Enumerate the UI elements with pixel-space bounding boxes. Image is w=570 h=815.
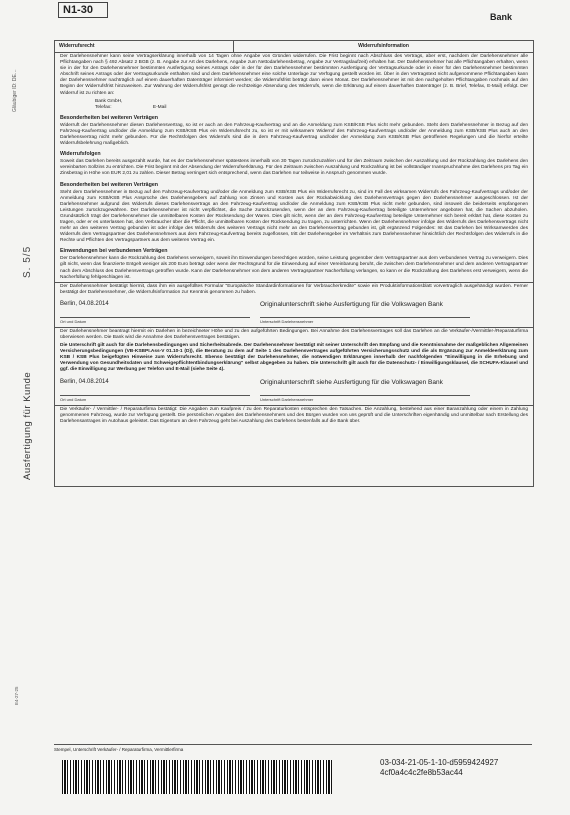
- confirmation-block-1: [55, 282, 533, 324]
- intro-text: Der Darlehensnehmer kann seine Vertragserklärung innerhalb von 14 Tagen ohne Angabe von Gründen widerrufen. Die Frist beginnt nach Abschluss des Vertrags, aber erst, nachdem der Darlehensnehmer alle Pflichtangaben nach § 492 Absatz 2 BGB (z. B. Angabe zur Art des Darlehens, Angabe zum Nettodarlehensbetrag, Angabe zur Vertragslaufzeit) erhalten hat. Der Darlehensnehmer hat alle Pflichtangaben erhalten, wenn sie in der für den Darlehensnehmer bestimmten Ausfertigung seines Antrags oder in der für den Darlehensnehmer bestimmten Ausfertigung der Vertragsurkunde oder in einer für den Darlehensnehmer bestimmten Abschrift seines Antrags oder der Vertragsurkunde enthalten sind und dem Darlehensnehmer eine solche Unterlage zur Verfügung gestellt worden ist. Über in den Vertragstext nicht aufgenommene Pflichtangaben kann der Darlehensnehmer nachträglich auf einem dauerhaften Datenträger informiert werden; die Widerrufsfrist beträgt dann einen Monat. Der Darlehensnehmer ist mit den nachgeholten Pflichtangaben nochmals auf den Beginn der Widerrufsfrist hinzuweisen. Zur Wahrung der Widerrufsfrist genügt die rechtzeitige Absendung des Widerrufs, wenn die Erklärung auf einem dauerhaften Datenträger (z. B. Brief, Telefax, E-Mail) erfolgt. Der Widerruf ist zu richten an:: [60, 54, 528, 96]
- barcode-text: [380, 758, 498, 778]
- dealer-confirmation-block: [55, 405, 533, 486]
- signature-row: [55, 375, 533, 395]
- left-header: Widerrufsrecht: [55, 41, 234, 52]
- section-title: Besonderheiten bei weiteren Verträgen: [60, 181, 159, 188]
- dealer-confirmation-text: Die Verkäufer- / Vermittler- / Reparaturfirma bestätigt: Die Angaben zum Kaufpreis / zu den Reparaturkosten entsprechen den Tatsachen. Die Anzahlung, bestehend aus einer Baranzahlung oder einem in Zahlung genommenen Fahrzeug, wurde zur Verfügung gestellt. Die persönlichen Angaben des Darlehensnehmers und des Bürgen wurden von uns geprüft und die Unterschriften eigenhändig und unmittelbar nach Erstellung des Darlehensantrages im Autohaus geleistet. Das Eigentum an dem Fahrzeug geht bei Auszahlung des Darlehens bestenfalls auf die Bank über.: [60, 406, 528, 424]
- signature-label: Unterschrift Darlehensnehmer: [260, 395, 470, 402]
- barcode-line-2: 4cf0a4c4c2fe8b53ac44: [380, 768, 463, 777]
- page-number: S. 5/5: [22, 245, 33, 278]
- form-code: N1-30: [58, 2, 108, 18]
- section-text: Steht dem Darlehensnehmer in Bezug auf den Fahrzeug-Kaufvertrag und/oder die Anmeldung zum KSB/KSB Plus ein Widerrufsrecht zu, sind im Fall des wirksamen Widerrufs des Fahrzeug-Kaufvertrags und/oder der Anmeldung zum KSB/KSB Plus Ansprüche des Darlehensgebers auf Zahlung von Zinsen und Kosten aus der Rückabwicklung des Darlehensvertrags gegen den Darlehensnehmer ausgeschlossen. Ist der Darlehensnehmer aufgrund des Widerrufs dieses Darlehensvertrags an den Fahrzeug-Kaufvertrag und/oder die Anmeldung zum KSB/KSB Plus nicht mehr gebunden, sind insoweit die beiderseits empfangenen Leistungen zurückzugewähren. Der Darlehensnehmer ist nicht verpflichtet, die Sache zurückzusenden, wenn der an dem Fahrzeug-Kaufvertrag beteiligte Unternehmer angeboten hat, die Sachen abzuholen. Grundsätzlich trägt der Darlehensnehmer die unmittelbaren Kosten der Rücksendung der Waren. Dies gilt nicht, wenn der an dem Fahrzeug-Kaufvertrag beteiligte Unternehmer sich bereit erklärt hat, diese Kosten zu tragen, oder er es unterlassen hat, den Verbraucher über die Pflicht, die unmittelbaren Kosten der Rücksendung zu tragen, zu unterrichten. Wenn der Darlehensnehmer infolge des Widerrufs des Darlehensvertrags nicht mehr an den weiteren Vertrag gebunden ist oder infolge des Widerrufs des weiteren Vertrags nicht mehr an den Darlehensvertrag gebunden ist, gilt ergänzend Folgendes: Ist das Darlehen bei Wirksamwerden des Widerrufs dem Vertragspartner des Darlehensnehmers aus dem Fahrzeug-Kaufvertrag bereits zugeflossen, tritt der Darlehensgeber im Verhältnis zum Darlehensnehmer hinsichtlich der Rechtsfolgen des Widerrufs in die Rechte und Pflichten des Vertragspartners aus dem weiteren Vertrag ein.: [60, 189, 528, 244]
- signature-labels: [60, 395, 528, 402]
- side-bottom-code: E4-27-25: [14, 686, 19, 705]
- form-header-row: [55, 41, 533, 53]
- stamp-label: Stempel, Unterschrift Verkäufer- / Reparaturfirma, Vermittlerfirma: [54, 744, 532, 752]
- place-date-label: Ort und Datum: [60, 395, 250, 402]
- section-text: Der Darlehensnehmer kann die Rückzahlung des Darlehens verweigern, soweit ihn Einwendungen berechtigen würden, seine Leistung gegenüber dem Vertragspartner aus dem verbundenen Vertrag zu verweigern. Dies gilt nicht, wenn das finanzierte Entgelt weniger als 200 Euro beträgt oder wenn der Rechtsgrund für die Einwendung auf einer Vereinbarung beruht, die zwischen dem Darlehensnehmer und dem anderen Vertragspartner nach dem Abschluss des Darlehensvertrags getroffen wurde. Kann der Darlehensnehmer von dem anderen Vertragspartner Nacherfüllung verlangen, so kann er die Rückzahlung des Darlehens erst verweigern, wenn die Nacherfüllung fehlgeschlagen ist.: [60, 256, 528, 280]
- place-date-label: Ort und Datum: [60, 317, 250, 324]
- confirmation-text: Der Darlehensnehmer bestätigt hiermit, dass ihm ein ausgefülltes Formular "Europäische Standardinformationen für Verbraucherkredite" sowie ein Produktinformationsblatt vorvertraglich ausgehändigt wurden. Ferner bestätigt der Darlehensnehmer, die Widerrufsinformation zur Kenntnis genommen zu haben.: [60, 283, 528, 295]
- signature-note: Originalunterschrift siehe Ausfertigung für die Volkswagen Bank: [260, 378, 443, 386]
- place-date: Berlin, 04.08.2014: [60, 300, 109, 307]
- section-text: Widerruft der Darlehensnehmer diesen Darlehensvertrag, so ist er auch an den Fahrzeug-Kaufvertrag und an die Anmeldung zum KSB/KSB Plus nicht mehr gebunden. Steht dem Darlehensnehmer in Bezug auf den Fahrzeug-Kaufvertrag und/oder die Anmeldung zum KSB/KSB Plus ein Widerrufsrecht zu, so ist er mit wirksamem Widerruf des Fahrzeug-Kaufvertrags und/oder der Anmeldung zum KSB/KSB Plus auch an den Darlehensvertrag nicht mehr gebunden. Für die Rechtsfolgen des Widerrufs sind die in dem Fahrzeug-Kaufvertrag und/oder der Anmeldung zum KSB/KSB Plus getroffenen Regelungen und die hierfür erteilte Widerrufsbelehrung maßgeblich.: [60, 122, 528, 147]
- bank-name: Bank: [489, 12, 512, 22]
- address-block: [55, 98, 533, 112]
- signature-row: [55, 297, 533, 317]
- address-fax: Telefax:: [95, 104, 112, 110]
- section-text: Soweit das Darlehen bereits ausgezahlt wurde, hat es der Darlehensnehmer spätestens innerhalb von 30 Tagen zurückzuzahlen und für den Zeitraum zwischen der Auszahlung und der Rückzahlung des Darlehens den vereinbarten Sollzins zu entrichten. Die Frist beginnt mit der Absendung der Widerrufserklärung. Für den Zeitraum zwischen Auszahlung und Rückzahlung ist bei vollständiger Inanspruchnahme des Darlehens pro Tag ein Zinsbetrag in Höhe von EUR 2,01 zu zahlen. Dieser Betrag verringert sich entsprechend, wenn das Darlehen nur teilweise in Anspruch genommen wurde.: [60, 159, 528, 177]
- section-title: Besonderheiten bei weiteren Verträgen: [60, 114, 159, 121]
- signature-labels: [60, 317, 528, 324]
- confirmation-text: Der Darlehensnehmer beantragt hiermit ein Darlehen in bezeichneter Höhe und zu den aufgeführten Bedingungen. Bei Annahme des Darlehensvertrages soll das Darlehen an die Verkäufer-/Vermittler-/Reparaturfirma überwiesen werden. Die Bank wird die Annahme des Darlehensvertrages bestätigen.: [60, 328, 528, 340]
- address-bank: Bank GmbH,: [95, 98, 123, 104]
- confirmation-text-bold: Die Unterschrift gilt auch für die Darlehensbedingungen und Sicherheitsabrede. Der Darlehensnehmer bestätigt mit seiner Unterschrift den Empfang und die Kenntnisnahme der maßgeblichen Allgemeinen Versicherungsbedingungen (VB-KSBPI.Ass-V 01.10-1 (D)), die Beratung zu dem auf Seite 1 des Darlehensvertrages aufgeführten Versicherungsschutz und die als Ergänzung zur Anmeldeerklärung zum KSB / KSB Plus beigefügten Hinweise zum Widerrufsrecht. Ebenso bestätigt der Darlehensnehmer, die notwendigen Erklärungen innerhalb der nachfolgenden "Einwilligung in die Erhebung und Verwendung von Gesundheitsdaten und Schweigepflichtentbindungserklärung" selbst abgegeben zu haben. Die Unterschrift gilt auch für die Datenschutz- / Einwilligungsklausel, die SCHUFA-Klausel und ggf. die Einwilligung zur Werbung per Telefon und E-Mail (siehe Seite 4).: [60, 343, 528, 373]
- place-date: Berlin, 04.08.2014: [60, 378, 109, 385]
- confirmation-block-2: [55, 327, 533, 402]
- stamp-area: [55, 426, 533, 486]
- signature-note: Originalunterschrift siehe Ausfertigung für die Volkswagen Bank: [260, 300, 443, 308]
- barcode: [62, 760, 332, 794]
- section-title: Widerrufsfolgen: [60, 151, 101, 158]
- copy-label: Ausfertigung für Kunde: [22, 371, 33, 480]
- side-small-text: Gläubiger ID: DE…: [12, 69, 18, 112]
- barcode-line-1: 03-034-21-05-1-10-d5959424927: [380, 758, 499, 767]
- withdrawal-form: [54, 40, 534, 487]
- section-title: Einwendungen bei verbundenen Verträgen: [60, 248, 168, 255]
- right-header: Widerrufsinformation: [358, 43, 409, 49]
- signature-label: Unterschrift Darlehensnehmer: [260, 317, 470, 324]
- address-mail: E-Mail: [152, 104, 167, 110]
